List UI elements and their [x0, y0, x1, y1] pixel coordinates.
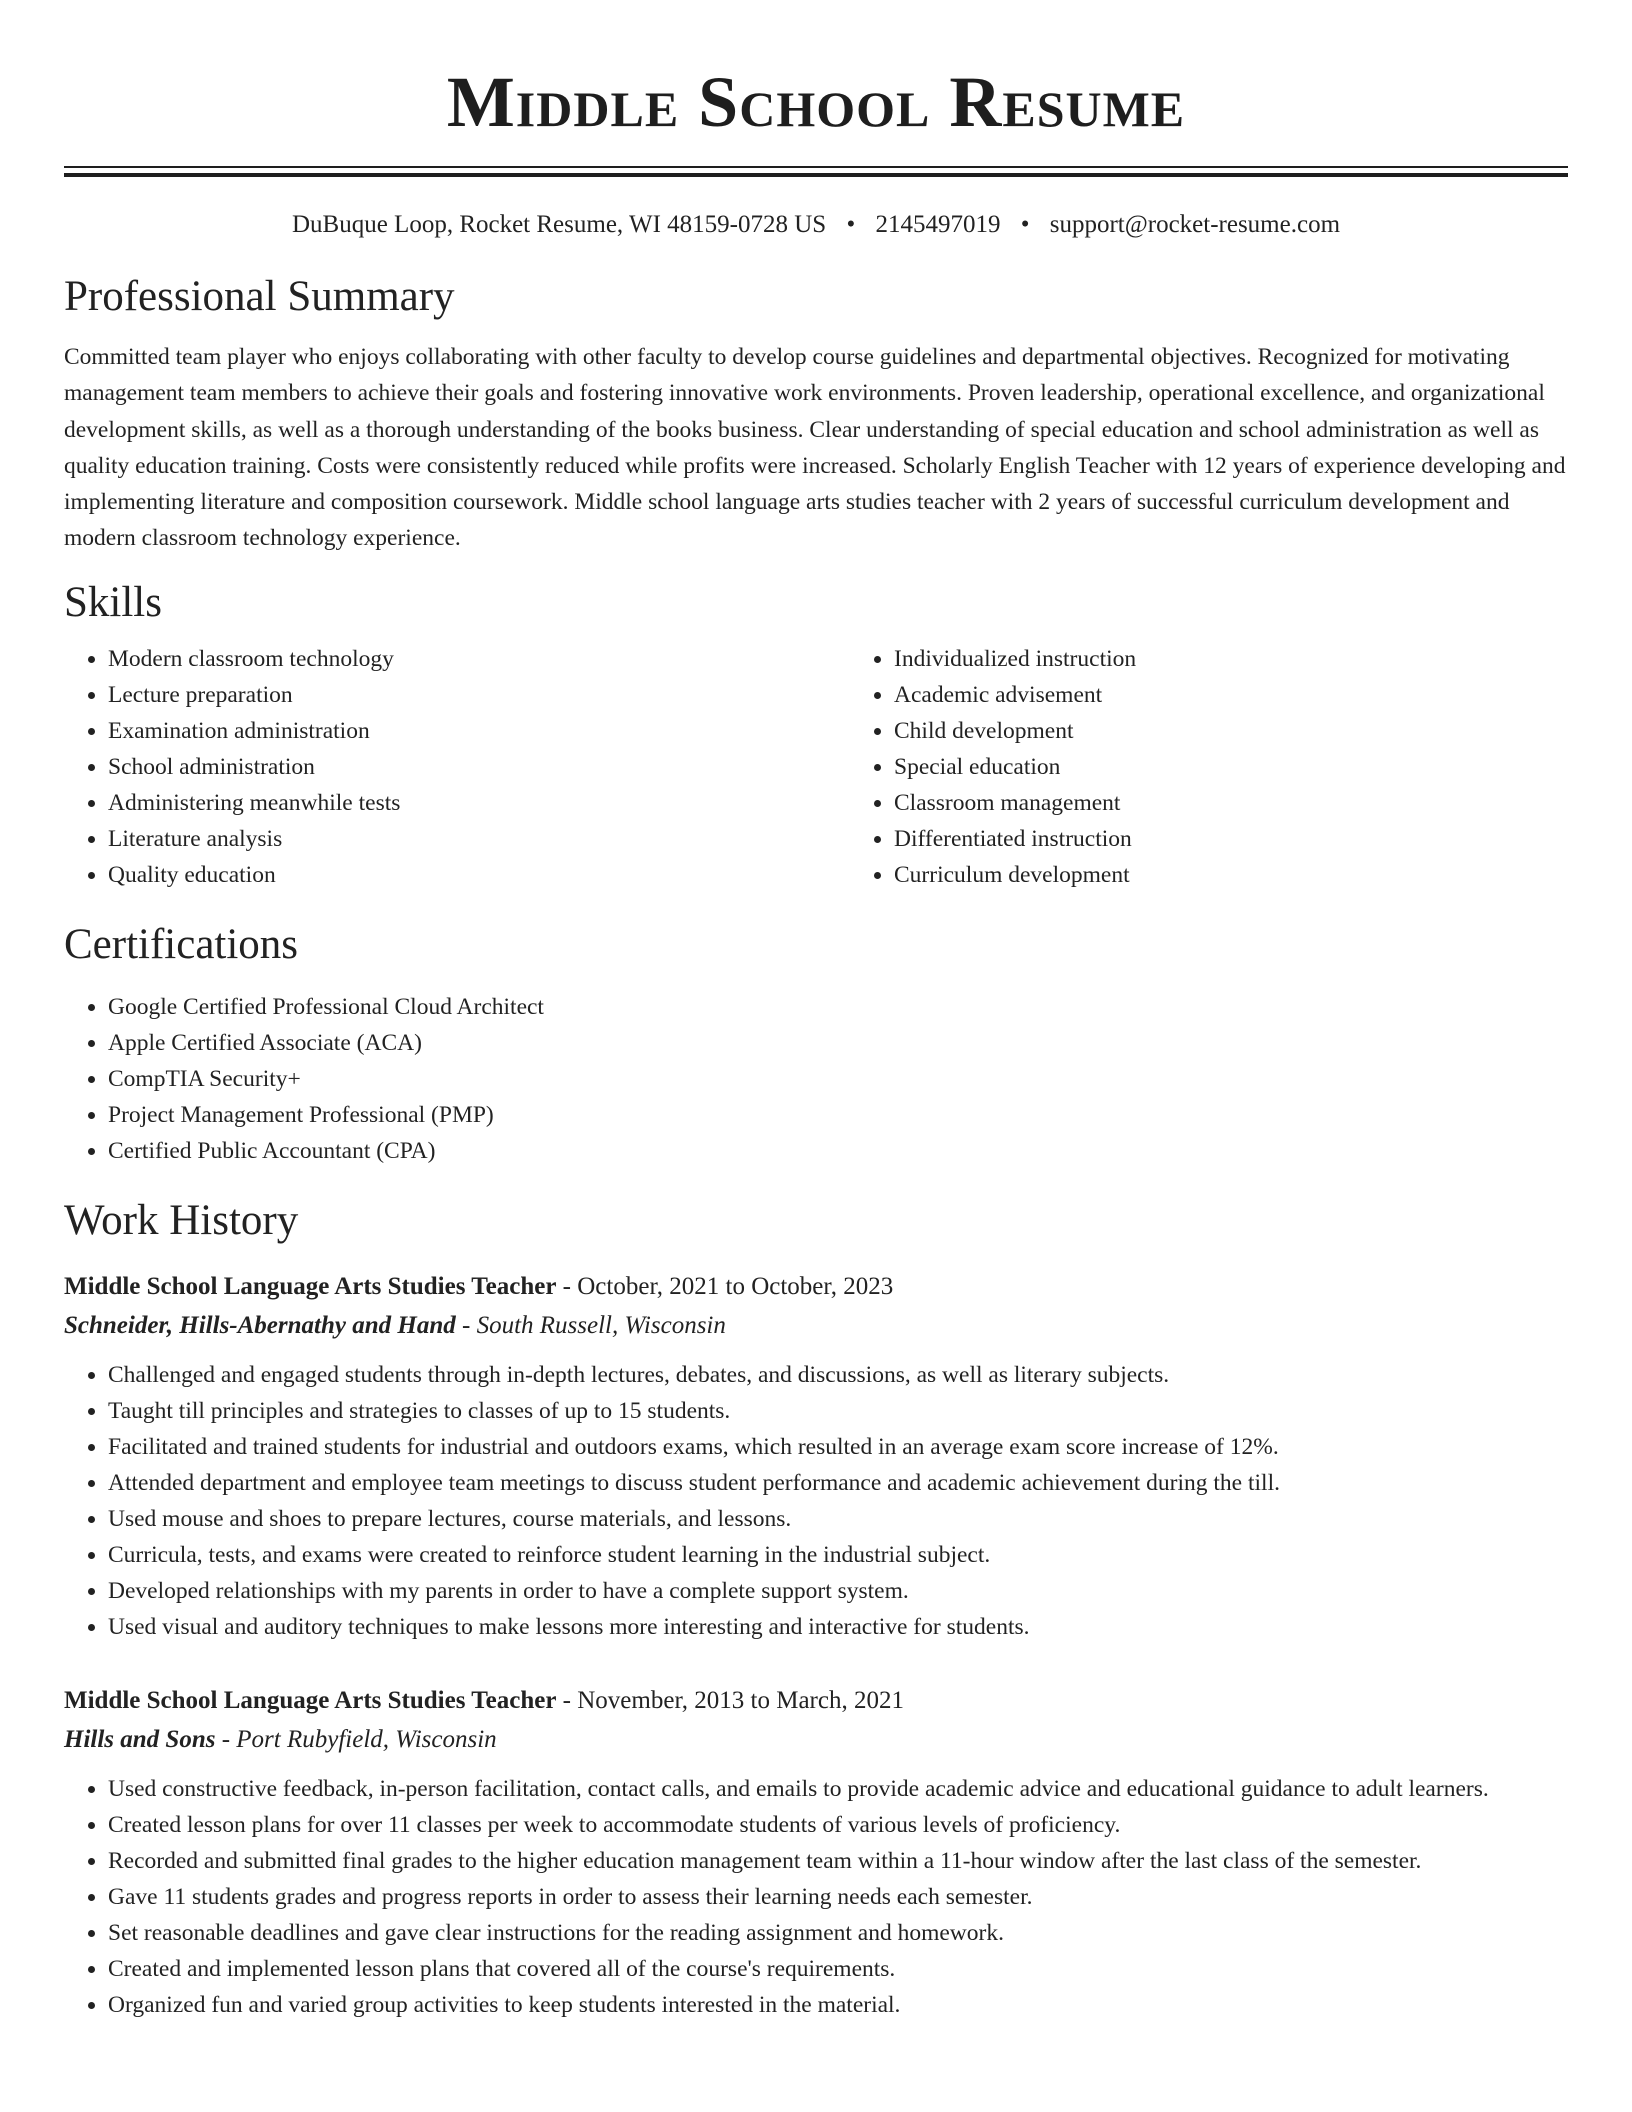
skill-item: • School administration: [108, 749, 850, 785]
job-bullet: • Recorded and submitted final grades to the higher education management team within a 11-hour window after the last class of the semester.: [108, 1843, 1568, 1879]
contact-separator: •: [1020, 211, 1030, 238]
summary-text: Committed team player who enjoys collaborating with other faculty to develop course guidelines and departmental objectives. Recognized for motivating management team members to achieve their goals and fostering innovative work environments. Proven leadership, operational excellence, and organizational development skills, as well as a thorough understanding of the books business. Clear understanding of special education and school administration as well as quality education training. Costs were consistently reduced while profits were increased. Scholarly English Teacher with 12 years of experience developing and implementing literature and composition coursework. Middle school language arts studies teacher with 2 years of successful curriculum development and modern classroom technology experience.: [64, 344, 1566, 552]
certifications-section: [64, 919, 1568, 1169]
job-bullet: • Used visual and auditory techniques to make lessons more interesting and interactive for students.: [108, 1609, 1568, 1645]
title-divider: [64, 166, 1568, 177]
skill-item: • Examination administration: [108, 713, 850, 749]
certification-item: • Certified Public Accountant (CPA): [108, 1133, 1568, 1169]
certification-item: • Google Certified Professional Cloud Architect: [108, 989, 1568, 1025]
job-title: Middle School Language Arts Studies Teacher: [64, 1272, 557, 1300]
job-bullet: • Created and implemented lesson plans that covered all of the course's requirements.: [108, 1951, 1568, 1987]
work-history-section: [64, 1195, 1568, 2023]
skills-heading: Skills: [64, 578, 162, 626]
job-bullet: • Taught till principles and strategies to classes of up to 15 students.: [108, 1393, 1568, 1429]
job-company: Hills and Sons: [64, 1725, 216, 1753]
certification-item: • Apple Certified Associate (ACA): [108, 1025, 1568, 1061]
job-title-line: [64, 1267, 1568, 1307]
skill-item: • Lecture preparation: [108, 677, 850, 713]
job-bullets: [64, 1771, 1568, 2023]
job-bullet: • Set reasonable deadlines and gave clear instructions for the reading assignment and homework.: [108, 1915, 1568, 1951]
skill-item: • Academic advisement: [894, 677, 1632, 713]
skills-list-left: [64, 641, 850, 893]
job-bullet: • Facilitated and trained students for industrial and outdoors exams, which resulted in an average exam score increase of 12%.: [108, 1429, 1568, 1465]
job-location: - South Russell, Wisconsin: [455, 1311, 726, 1339]
job-title: Middle School Language Arts Studies Teacher: [64, 1686, 557, 1714]
contact-separator: •: [846, 211, 856, 238]
skill-item: • Modern classroom technology: [108, 641, 850, 677]
certification-item: • CompTIA Security+: [108, 1061, 1568, 1097]
skill-item: • Classroom management: [894, 785, 1632, 821]
job-bullet: • Curricula, tests, and exams were created to reinforce student learning in the industrial subject.: [108, 1537, 1568, 1573]
skill-item: • Individualized instruction: [894, 641, 1632, 677]
skill-item: • Administering meanwhile tests: [108, 785, 850, 821]
job-bullets: [64, 1357, 1568, 1645]
job-dates: - November, 2013 to March, 2021: [556, 1686, 904, 1714]
skill-item: • Curriculum development: [894, 857, 1632, 893]
contact-phone: 2145497019: [875, 211, 1001, 238]
job-company-line: [64, 1307, 1568, 1345]
job-bullet: • Developed relationships with my parents in order to have a complete support system.: [108, 1573, 1568, 1609]
job-bullet: • Used mouse and shoes to prepare lectures, course materials, and lessons.: [108, 1501, 1568, 1537]
contact-address: DuBuque Loop, Rocket Resume, WI 48159-0728 US: [291, 211, 827, 238]
job-entry: [64, 1681, 1568, 2023]
certifications-list: [64, 989, 1568, 1169]
job-dates: - October, 2021 to October, 2023: [556, 1272, 894, 1300]
certification-item: • Project Management Professional (PMP): [108, 1097, 1568, 1133]
contact-email: support@rocket-resume.com: [1049, 211, 1341, 238]
summary-section: [64, 271, 1568, 557]
job-entry: [64, 1267, 1568, 1645]
job-bullet: • Gave 11 students grades and progress reports in order to assess their learning needs each semester.: [108, 1879, 1568, 1915]
skill-item: • Quality education: [108, 857, 850, 893]
job-location: - Port Rubyfield, Wisconsin: [215, 1725, 497, 1753]
job-title-line: [64, 1681, 1568, 1721]
skill-item: • Literature analysis: [108, 821, 850, 857]
certifications-heading: Certifications: [64, 920, 299, 968]
summary-heading: Professional Summary: [64, 273, 455, 320]
contact-line: [64, 207, 1568, 243]
skill-item: • Child development: [894, 713, 1632, 749]
job-bullet: • Attended department and employee team meetings to discuss student performance and academic achievement during the till.: [108, 1465, 1568, 1501]
job-bullet: • Challenged and engaged students through in-depth lectures, debates, and discussions, as well as literary subjects.: [108, 1357, 1568, 1393]
job-company-line: [64, 1721, 1568, 1759]
resume-title: Middle School Resume: [446, 62, 1186, 142]
skills-list-right: [850, 641, 1632, 893]
job-company: Schneider, Hills-Abernathy and Hand: [64, 1311, 456, 1339]
job-bullet: • Created lesson plans for over 11 classes per week to accommodate students of various levels of proficiency.: [108, 1807, 1568, 1843]
skill-item: • Special education: [894, 749, 1632, 785]
job-bullet: • Organized fun and varied group activities to keep students interested in the material.: [108, 1987, 1568, 2023]
skills-columns: [64, 641, 1568, 893]
skills-section: [64, 577, 1568, 893]
skill-item: • Differentiated instruction: [894, 821, 1632, 857]
work-history-heading: Work History: [64, 1196, 299, 1244]
job-bullet: • Used constructive feedback, in-person facilitation, contact calls, and emails to provide academic advice and educational guidance to adult learners.: [108, 1771, 1568, 1807]
